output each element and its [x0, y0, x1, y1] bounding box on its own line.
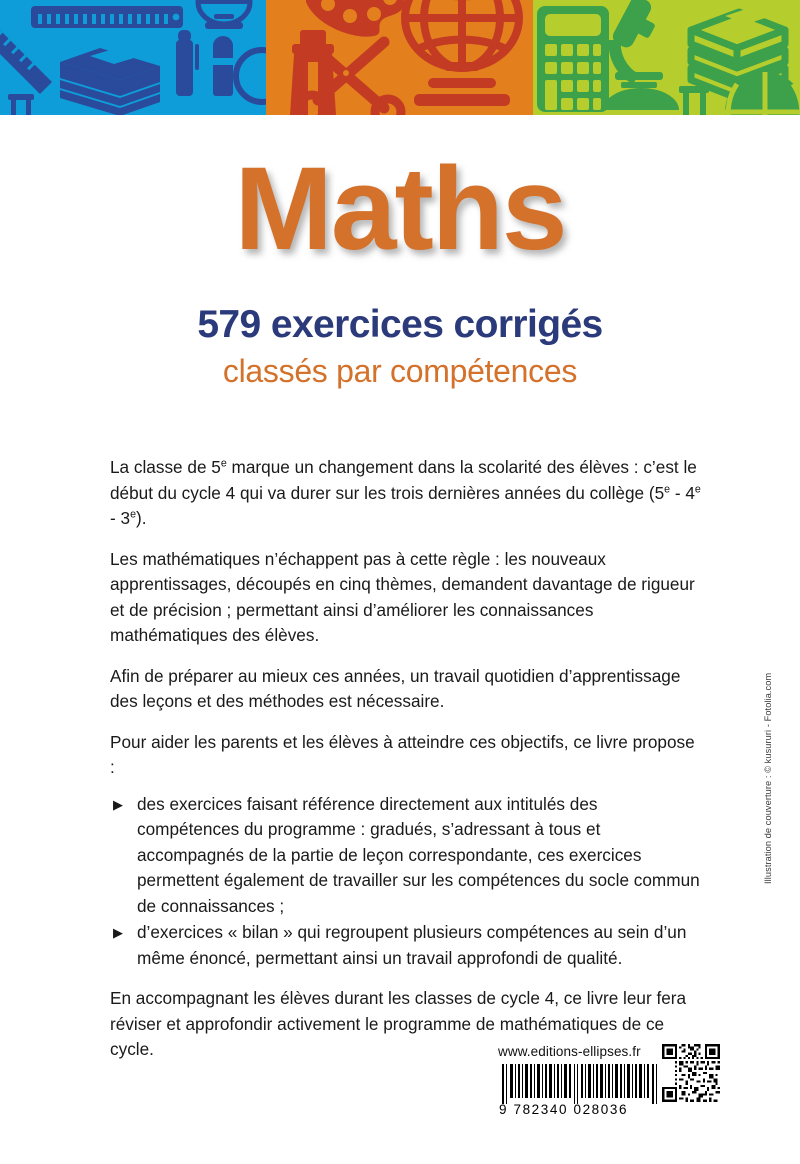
list-item-label: d’exercices « bilan » qui regroupent plusieurs compétences au sein d’un même énoncé, permettant ainsi un travail approfondi de qualité.: [137, 922, 687, 968]
ean13-barcode: [499, 1064, 659, 1122]
paragraph-1-text-c: - 4: [670, 482, 695, 503]
cover-illustration-banner: [0, 0, 800, 115]
paragraph-2: Les mathématiques n’échappent pas à cette règle : les nouveaux apprentissages, découpés en cinq thèmes, demandent davantage de rigueur et de précision ; permettant ainsi d’améliorer les connaissances mathématiques des élèves.: [110, 548, 695, 645]
ordinal-sup-2: e: [664, 482, 671, 495]
barcode-bars: [499, 1064, 659, 1104]
subtitle-exercise-count: 579 exercices corrigés: [197, 303, 603, 346]
triangle-bullet-icon: ▶: [113, 925, 123, 940]
paragraph-1-text-e: ).: [136, 508, 147, 528]
cover-illustration-credit: Illustration de couverture : © kusururi - Fotolia.com: [763, 672, 773, 884]
features-list: [110, 792, 702, 972]
paragraph-3: Afin de préparer au mieux ces années, un travail quotidien d’apprentissage des leçons et des méthodes est nécessaire.: [110, 665, 681, 711]
isbn-number: 9 782340 028036: [499, 1102, 629, 1117]
banner-band-green: [533, 0, 800, 115]
footer-codes: [486, 1040, 736, 1120]
subtitle-competences: classés par compétences: [222, 352, 578, 389]
list-item: [110, 920, 702, 971]
triangle-bullet-icon: ▶: [113, 796, 123, 812]
ordinal-sup-3: e: [694, 482, 701, 495]
ordinal-sup-1: e: [220, 457, 227, 470]
banner-band-orange: [266, 0, 533, 115]
orange-band-icons: [266, 0, 533, 115]
publisher-website[interactable]: www.editions-ellipses.fr: [498, 1044, 641, 1059]
qr-code[interactable]: [660, 1042, 722, 1104]
paragraph-1-text-b: marque un changement dans la scolarité des élèves : c’est le début du cycle 4 qui va durer sur les trois dernières années du collège (5: [110, 457, 697, 503]
page-title: Maths: [234, 143, 566, 275]
banner-band-blue: [0, 0, 266, 115]
title-block: [0, 143, 800, 389]
back-cover-description: [110, 455, 702, 1078]
paragraph-1-text-a: La classe de 5: [110, 457, 221, 477]
blue-band-icons: [0, 0, 266, 115]
list-item: [110, 792, 702, 920]
paragraph-1-text-d: - 3: [110, 508, 131, 528]
ordinal-sup-4: e: [130, 508, 136, 521]
list-item-label: des exercices faisant référence directement aux intitulés des compétences du programme : gradués, s’adressant à tous et accompagnés de la partie de leçon correspondante, ces exercices permettent également de travailler sur les compétences du socle commun de connaissances ;: [137, 793, 700, 916]
paragraph-5: En accompagnant les élèves durant les classes de cycle 4, ce livre leur fera réviser et approfondir activement le programme de mathématiques de ce cycle.: [110, 988, 687, 1059]
paragraph-1: [110, 455, 702, 532]
green-band-icons: [533, 0, 800, 115]
paragraph-4: Pour aider les parents et les élèves à atteindre ces objectifs, ce livre propose :: [110, 731, 695, 777]
